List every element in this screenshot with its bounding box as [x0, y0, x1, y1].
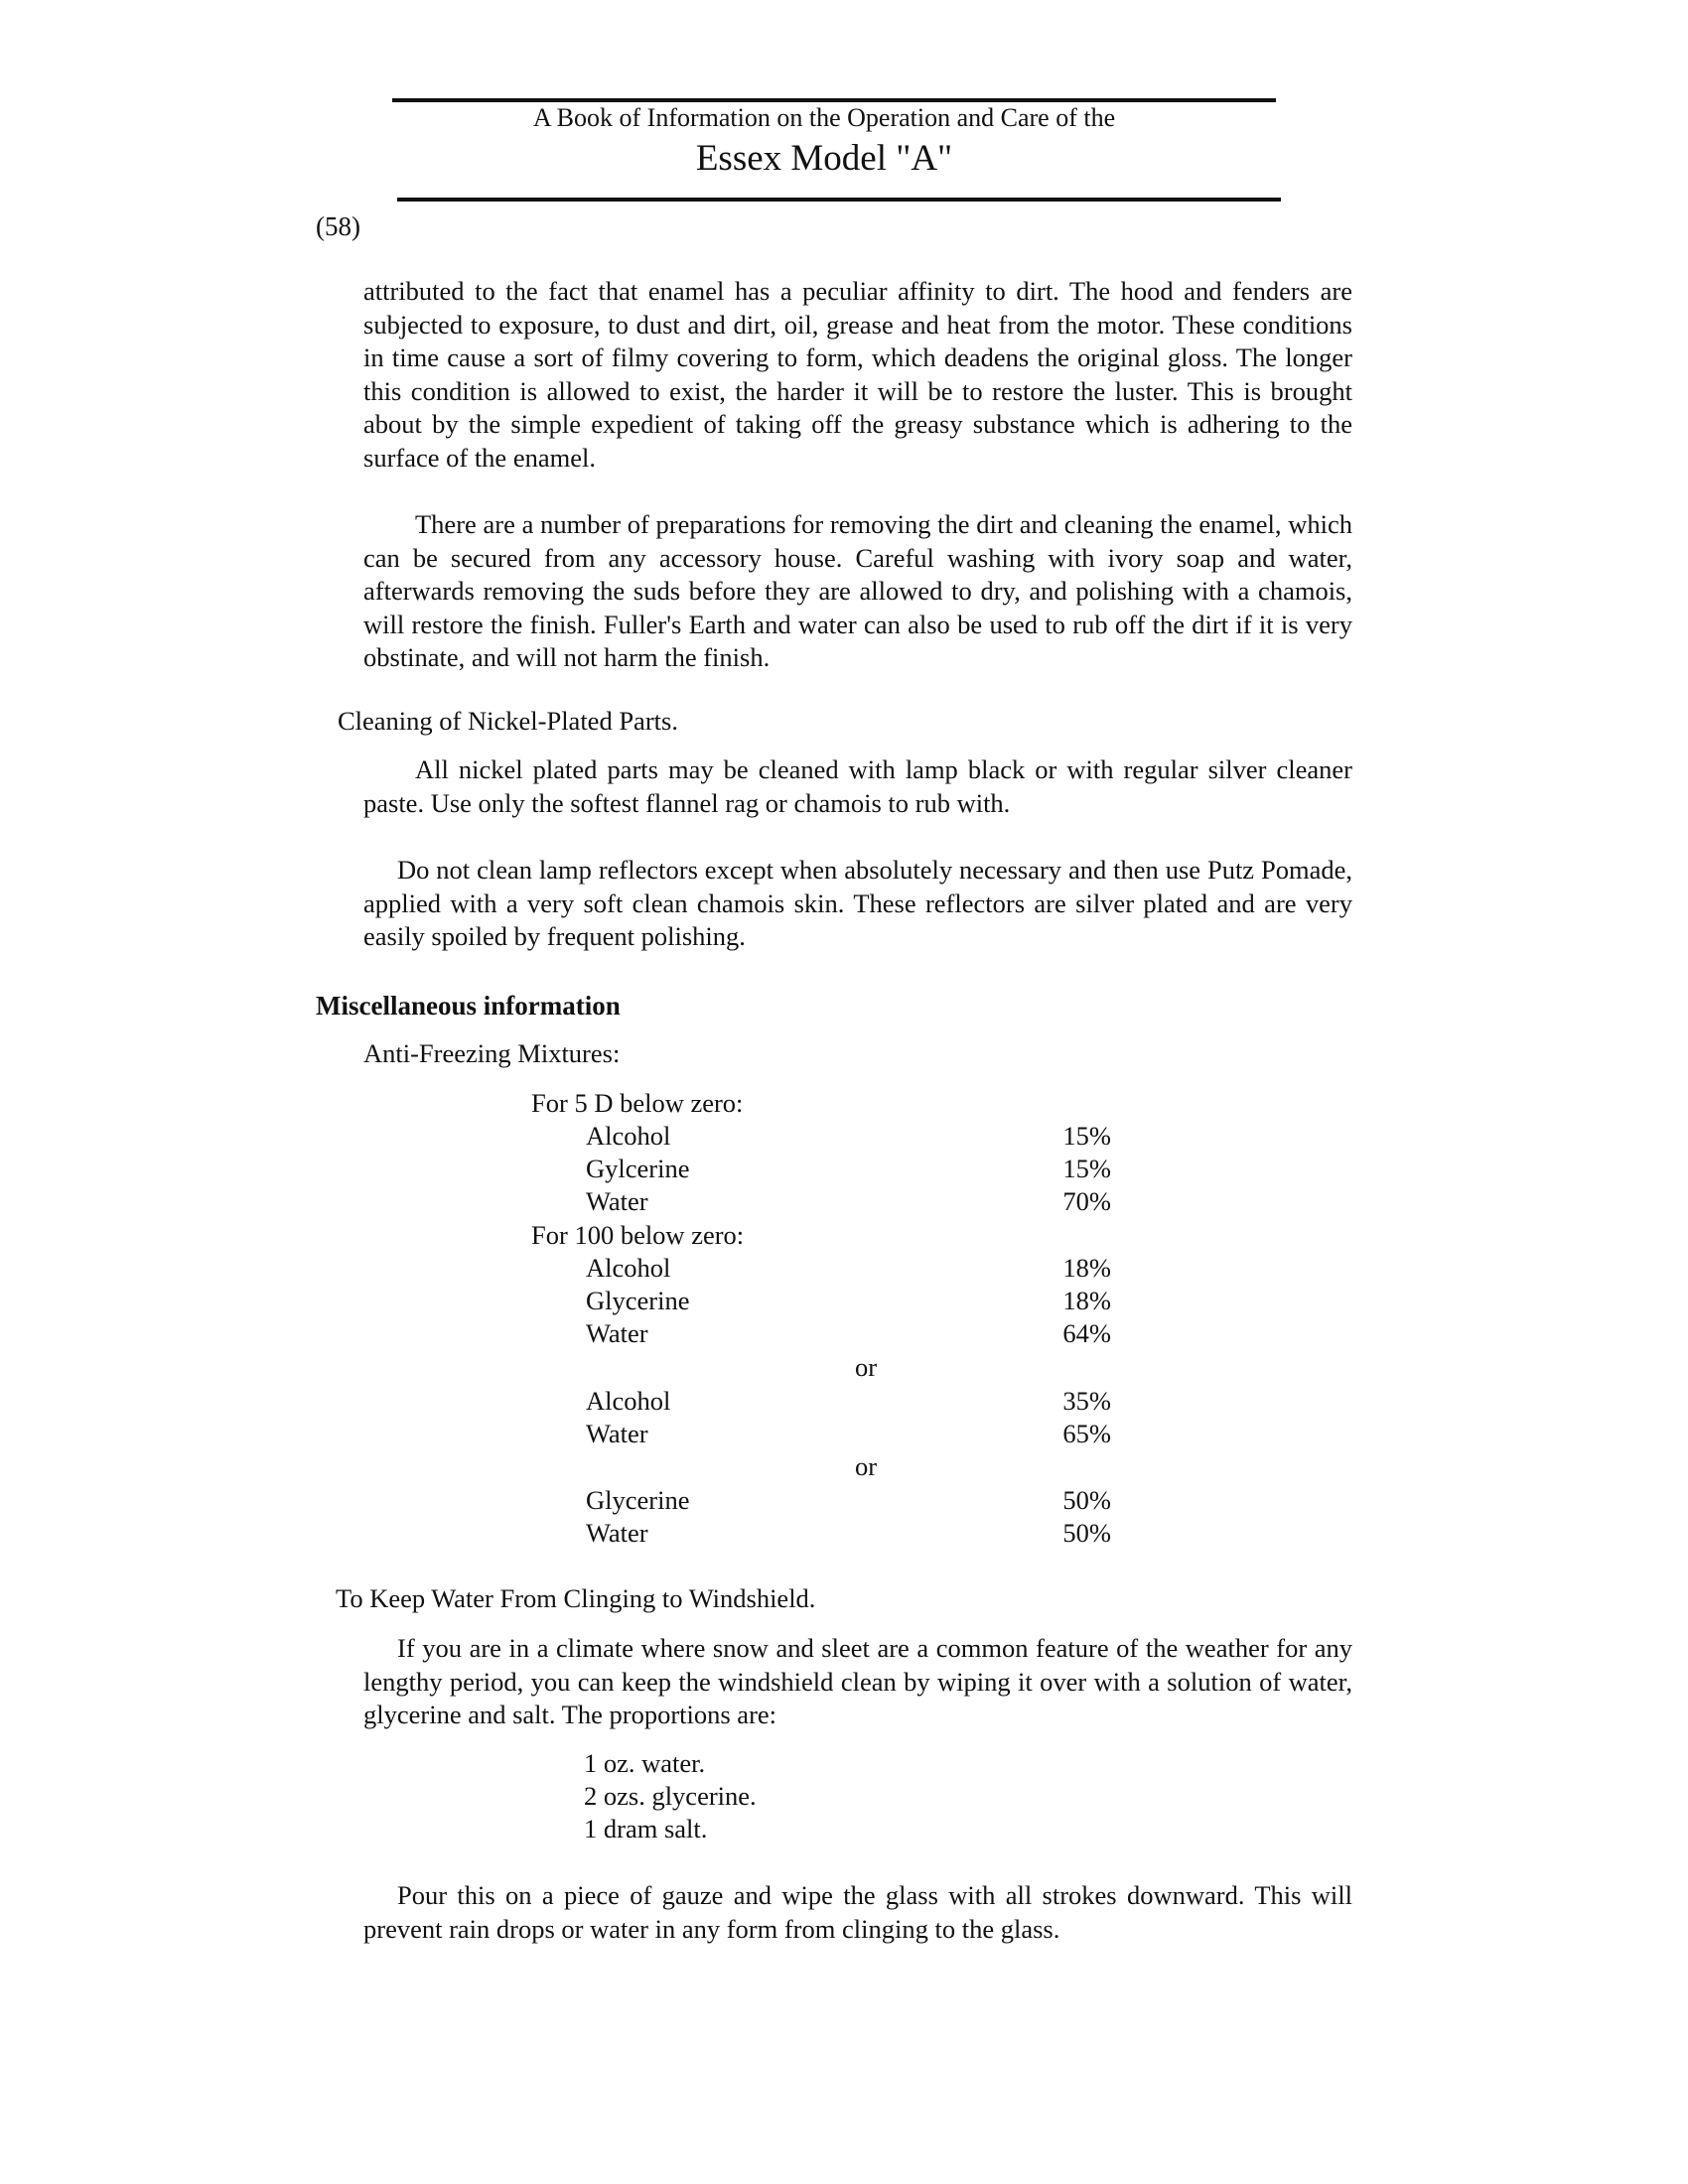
group-label-5-below: For 5 D below zero: — [531, 1088, 744, 1118]
page-number: (58) — [316, 211, 360, 241]
ingredient-percent: 18% — [1062, 1253, 1111, 1283]
ingredient-name: Glycerine — [586, 1286, 690, 1315]
list-item: 2 ozs. glycerine. — [584, 1781, 757, 1811]
paragraph-enamel-dirt: attributed to the fact that enamel has a peculiar affinity to dirt. The hood and fenders are subjected to exposure, to dust and dirt, oil, grease and heat from the motor. These conditions in time cause a sort of filmy covering to form, which deadens the original gloss. The longer this condition is allowed to exist, the harder it will be to restore the luster. This is brought about by the simple expedient of taking off the greasy substance which is adhering to the surface of the enamel. — [363, 276, 1352, 473]
group-label-100-below: For 100 below zero: — [531, 1220, 745, 1250]
paragraph-lamp-reflectors: Do not clean lamp reflectors except when absolutely necessary and then use Putz Pomade, applied with a very soft clean chamois skin. These reflectors are silver plated and are very easily spoiled by frequent polishing. — [363, 855, 1352, 951]
paragraph-windshield: If you are in a climate where snow and sleet are a common feature of the weather for any lengthy period, you can keep the windshield clean by wiping it over with a solution of water, glycerine and salt. The proportions are: — [363, 1633, 1352, 1729]
ingredient-name: Alcohol — [586, 1121, 671, 1151]
header-top-rule — [392, 98, 1276, 102]
ingredient-percent: 50% — [1062, 1485, 1111, 1515]
heading-miscellaneous: Miscellaneous information — [316, 991, 621, 1021]
paragraph-enamel-cleaning: There are a number of preparations for removing the dirt and cleaning the enamel, which can be secured from any accessory house. Careful washing with ivory soap and water, afterwards removing the suds before they are allowed to dry, and polishing with a chamois, will restore the finish. Fuller's Earth and water can also be used to rub off the dirt if it is very obstinate, and will not harm the finish. — [363, 509, 1352, 672]
list-item: 1 dram salt. — [584, 1814, 708, 1843]
ingredient-name: Water — [586, 1518, 648, 1548]
paragraph-nickel-cleaning: All nickel plated parts may be cleaned with lamp black or with regular silver cleaner paste. Use only the softest flannel rag or chamois to rub with. — [363, 754, 1352, 818]
ingredient-name: Alcohol — [586, 1386, 671, 1416]
ingredient-percent: 64% — [1062, 1318, 1111, 1348]
ingredient-percent: 15% — [1062, 1154, 1111, 1183]
ingredient-percent: 35% — [1062, 1386, 1111, 1416]
ingredient-percent: 50% — [1062, 1518, 1111, 1548]
or-separator: or — [855, 1352, 878, 1382]
heading-windshield: To Keep Water From Clinging to Windshield. — [336, 1583, 816, 1613]
header-subtitle: A Book of Information on the Operation and Care of the — [532, 103, 1116, 132]
list-item: 1 oz. water. — [584, 1748, 706, 1778]
ingredient-percent: 70% — [1062, 1186, 1111, 1216]
header-bottom-rule — [397, 198, 1281, 202]
heading-anti-freezing: Anti-Freezing Mixtures: — [363, 1038, 621, 1068]
ingredient-name: Water — [586, 1419, 648, 1448]
ingredient-name: Glycerine — [586, 1485, 690, 1515]
paragraph-gauze: Pour this on a piece of gauze and wipe the glass with all strokes downward. This will prevent rain drops or water in any form from clinging to the glass. — [363, 1880, 1352, 1944]
ingredient-name: Alcohol — [586, 1253, 671, 1283]
ingredient-name: Water — [586, 1318, 648, 1348]
ingredient-percent: 18% — [1062, 1286, 1111, 1315]
or-separator: or — [855, 1451, 878, 1481]
ingredient-percent: 15% — [1062, 1121, 1111, 1151]
ingredient-name: Water — [586, 1186, 648, 1216]
ingredient-percent: 65% — [1062, 1419, 1111, 1448]
header-title: Essex Model "A" — [695, 138, 953, 179]
ingredient-name: Gylcerine — [586, 1154, 690, 1183]
heading-nickel-plated: Cleaning of Nickel-Plated Parts. — [338, 706, 678, 736]
